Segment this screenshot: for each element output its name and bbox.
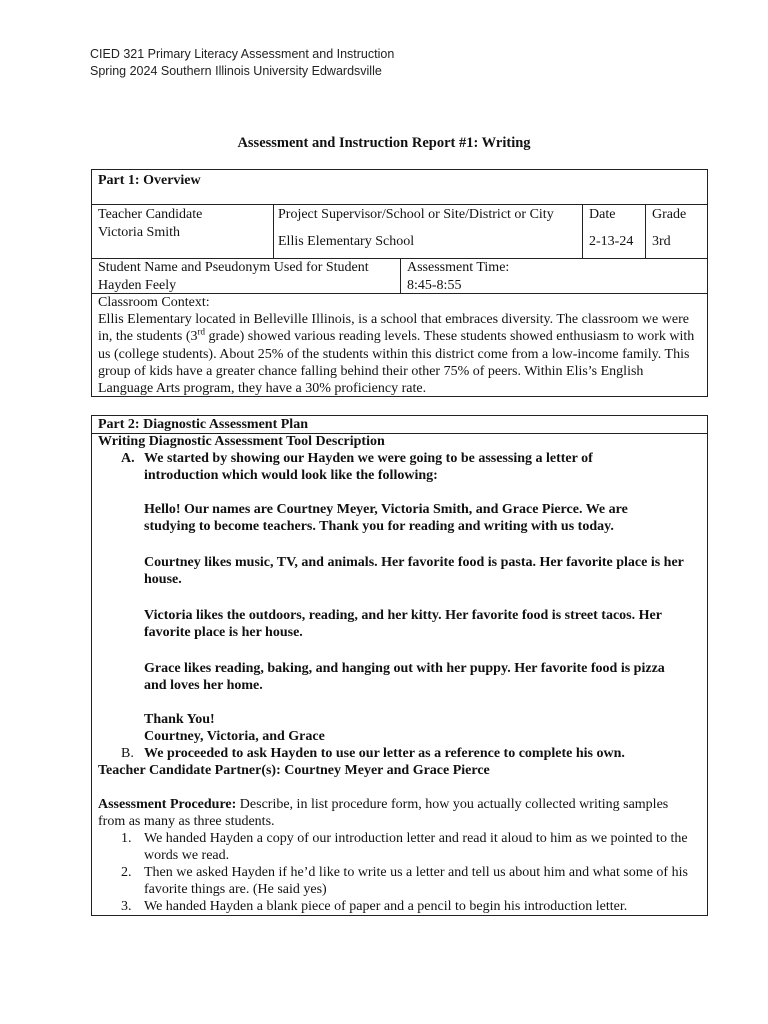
procedure-label: Assessment Procedure: xyxy=(98,797,237,812)
date-cell xyxy=(589,206,649,250)
procedure-text: Describe, in list procedure form, how you actually collected writing samples from as many as three students. xyxy=(98,797,669,829)
list-item-a-text: We started by showing our Hayden we were going to be assessing a letter of introduction which would look like the following: xyxy=(144,451,593,483)
student-label: Student Name and Pseudonym Used for Student xyxy=(98,260,369,275)
context-text-a: Ellis Elementary located in Belleville Illinois, is a school that embraces diversity. The classroom we were in, the students (3 xyxy=(98,312,689,345)
school-name: Ellis Elementary School xyxy=(278,233,415,249)
context-text xyxy=(98,311,702,397)
partners-line: Teacher Candidate Partner(s): Courtney Meyer and Grace Pierce xyxy=(98,763,490,778)
list-item-b xyxy=(98,745,702,762)
letter-signoff: Courtney, Victoria, and Grace xyxy=(144,729,325,744)
part2-heading: Part 2: Diagnostic Assessment Plan xyxy=(98,417,308,432)
context-label: Classroom Context: xyxy=(98,295,210,310)
teacher-label: Teacher Candidate xyxy=(98,207,203,222)
procedure-block xyxy=(98,796,678,830)
step-number: 3. xyxy=(121,899,132,914)
date-value: 2-13-24 xyxy=(589,233,634,249)
procedure-step xyxy=(98,830,702,864)
part1-heading: Part 1: Overview xyxy=(98,173,201,188)
letter-paragraph-3: Victoria likes the outdoors, reading, and her kitty. Her favorite food is street tacos. Her favorite place is her house. xyxy=(144,608,662,640)
grade-cell xyxy=(652,206,707,250)
step-text: We handed Hayden a copy of our introduction letter and read it aloud to him as we pointed to the words we read. xyxy=(144,831,688,863)
procedure-step xyxy=(98,864,702,898)
divider xyxy=(645,204,646,258)
step-number: 1. xyxy=(121,831,132,846)
procedure-step xyxy=(98,898,702,915)
context-text-b: grade) showed various reading levels. These students showed enthusiasm to work with us (college students). About 25% of the students within this district come from a low-income family. This group of kids have a greater chance falling behind their other 75% of peers. Within Elis’s English Language Arts program, they have a 30% proficiency rate. xyxy=(98,329,695,397)
divider xyxy=(400,258,401,293)
course-term: Spring 2024 Southern Illinois University Edwardsville xyxy=(90,64,382,78)
letter-closing: Thank You! xyxy=(144,712,215,727)
context-cell xyxy=(98,294,702,397)
course-title: CIED 321 Primary Literacy Assessment and Instruction xyxy=(90,47,395,61)
context-superscript: rd xyxy=(197,326,206,337)
student-cell xyxy=(98,259,398,294)
part2-body xyxy=(98,433,702,915)
course-header xyxy=(90,46,394,80)
grade-value: 3rd xyxy=(652,233,671,249)
diagnostic-plan-box xyxy=(91,415,708,916)
time-cell xyxy=(407,259,607,294)
divider xyxy=(582,204,583,258)
teacher-cell xyxy=(98,206,273,241)
time-label: Assessment Time: xyxy=(407,260,510,275)
overview-table xyxy=(91,169,708,397)
supervisor-label: Project Supervisor/School or Site/District or City xyxy=(278,207,554,222)
divider xyxy=(273,204,274,258)
step-number: 2. xyxy=(121,865,132,880)
tool-heading: Writing Diagnostic Assessment Tool Description xyxy=(98,434,385,449)
list-marker-a: A. xyxy=(121,451,135,466)
report-title: Assessment and Instruction Report #1: Writing xyxy=(237,135,531,151)
student-name: Hayden Feely xyxy=(98,277,177,293)
letter-paragraph-2: Courtney likes music, TV, and animals. Her favorite food is pasta. Her favorite place is her house. xyxy=(144,555,684,587)
list-item-a xyxy=(98,450,702,745)
grade-label: Grade xyxy=(652,207,687,222)
time-value: 8:45-8:55 xyxy=(407,277,462,293)
step-text: Then we asked Hayden if he’d like to write us a letter and tell us about him and what some of his favorite things are. (He said yes) xyxy=(144,865,688,897)
list-item-b-text: We proceeded to ask Hayden to use our letter as a reference to complete his own. xyxy=(144,746,625,761)
letter-paragraph-1: Hello! Our names are Courtney Meyer, Victoria Smith, and Grace Pierce. We are studying to become teachers. Thank you for reading and writing with us today. xyxy=(144,502,628,534)
date-label: Date xyxy=(589,207,616,222)
divider xyxy=(92,204,707,205)
supervisor-cell xyxy=(278,206,578,250)
step-text: We handed Hayden a blank piece of paper and a pencil to begin his introduction letter. xyxy=(144,899,628,914)
list-marker-b: B. xyxy=(121,746,134,761)
letter-paragraph-4: Grace likes reading, baking, and hanging out with her puppy. Her favorite food is pizza and loves her home. xyxy=(144,661,665,693)
teacher-name: Victoria Smith xyxy=(98,224,180,240)
